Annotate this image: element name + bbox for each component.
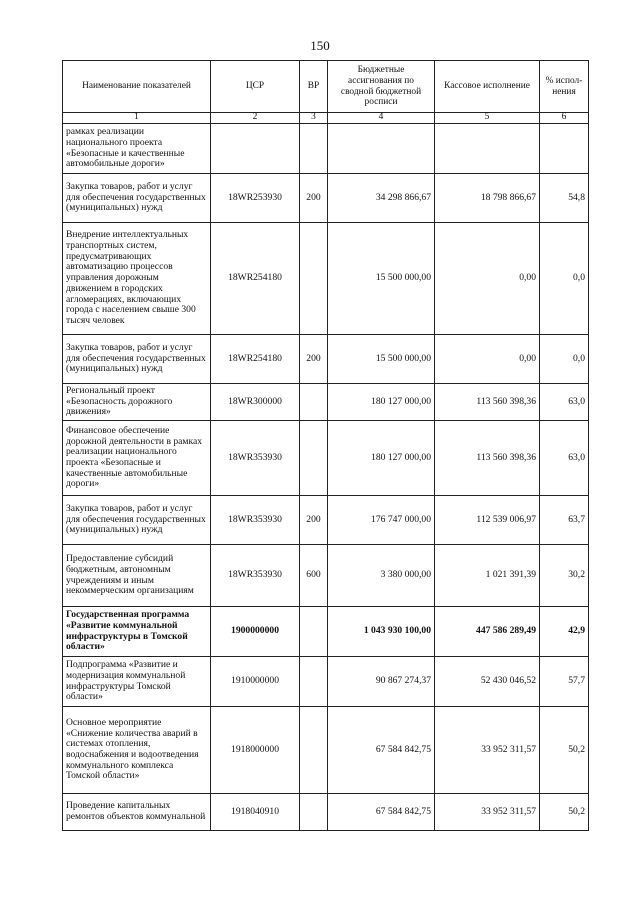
row-vr-cell [300, 384, 328, 421]
row-name-cell: рамках реализации национального проекта «Безопасные и качественные автомобильные дороги» [63, 124, 211, 174]
row-name-cell: Региональный проект «Безопасность дорожного движения» [63, 384, 211, 421]
row-pct-cell: 42,9 [540, 607, 589, 657]
row-cash-cell: 1 021 391,39 [435, 545, 540, 607]
table-row [63, 707, 589, 794]
row-vr-cell [300, 707, 328, 794]
row-cash-cell: 0,00 [435, 223, 540, 335]
row-pct-cell: 50,2 [540, 794, 589, 831]
row-name-cell: Предоставление субсидий бюджетным, автономным учреждениям и иным некоммерческим организациям [63, 545, 211, 607]
row-pct-cell: 63,7 [540, 496, 589, 545]
header-cash: Кассовое исполнение [435, 61, 540, 113]
row-vr-cell [300, 421, 328, 496]
row-budget-cell: 176 747 000,00 [328, 496, 435, 545]
row-budget-cell: 15 500 000,00 [328, 335, 435, 384]
row-name-cell: Проведение капитальных ремонтов объектов коммунальной [63, 794, 211, 831]
row-csr-cell [211, 124, 300, 174]
row-cash-cell: 33 952 311,57 [435, 794, 540, 831]
table-row [63, 421, 589, 496]
row-budget-cell: 180 127 000,00 [328, 384, 435, 421]
row-budget-cell: 180 127 000,00 [328, 421, 435, 496]
table-row [63, 384, 589, 421]
row-csr-cell: 18WR353930 [211, 545, 300, 607]
table-row [63, 174, 589, 223]
row-name-cell: Закупка товаров, работ и услуг для обеспечения государственных (муниципальных) нужд [63, 496, 211, 545]
column-number: 5 [435, 113, 540, 124]
row-csr-cell: 1918040910 [211, 794, 300, 831]
table-row [63, 223, 589, 335]
row-csr-cell: 18WR253930 [211, 174, 300, 223]
row-vr-cell: 200 [300, 496, 328, 545]
row-name-cell: Подпрограмма «Развитие и модернизация коммунальной инфраструктуры Томской области» [63, 657, 211, 707]
table-row [63, 607, 589, 657]
row-budget-cell: 67 584 842,75 [328, 707, 435, 794]
header-vr: ВР [300, 61, 328, 113]
column-number: 4 [328, 113, 435, 124]
table-row [63, 335, 589, 384]
row-pct-cell: 63,0 [540, 421, 589, 496]
row-name-cell: Закупка товаров, работ и услуг для обеспечения государственных (муниципальных) нужд [63, 335, 211, 384]
row-csr-cell: 1918000000 [211, 707, 300, 794]
row-csr-cell: 1900000000 [211, 607, 300, 657]
row-csr-cell: 18WR353930 [211, 496, 300, 545]
table-row [63, 657, 589, 707]
row-csr-cell: 1910000000 [211, 657, 300, 707]
row-vr-cell [300, 794, 328, 831]
row-pct-cell: 0,0 [540, 335, 589, 384]
row-budget-cell: 1 043 930 100,00 [328, 607, 435, 657]
row-cash-cell: 113 560 398,36 [435, 384, 540, 421]
row-budget-cell: 3 380 000,00 [328, 545, 435, 607]
row-csr-cell: 18WR353930 [211, 421, 300, 496]
row-vr-cell: 200 [300, 174, 328, 223]
row-vr-cell [300, 124, 328, 174]
row-name-cell: Закупка товаров, работ и услуг для обеспечения государственных (муниципальных) нужд [63, 174, 211, 223]
row-cash-cell: 447 586 289,49 [435, 607, 540, 657]
row-pct-cell: 50,2 [540, 707, 589, 794]
header-csr: ЦСР [211, 61, 300, 113]
row-pct-cell: 63,0 [540, 384, 589, 421]
table-body [63, 124, 589, 831]
row-cash-cell: 52 430 046,52 [435, 657, 540, 707]
row-pct-cell: 0,0 [540, 223, 589, 335]
row-csr-cell: 18WR254180 [211, 223, 300, 335]
row-budget-cell: 67 584 842,75 [328, 794, 435, 831]
row-pct-cell: 30,2 [540, 545, 589, 607]
row-cash-cell: 112 539 006,97 [435, 496, 540, 545]
row-csr-cell: 18WR300000 [211, 384, 300, 421]
row-vr-cell [300, 223, 328, 335]
row-pct-cell: 54,8 [540, 174, 589, 223]
table-row [63, 545, 589, 607]
column-number: 1 [63, 113, 211, 124]
header-budget: Бюджетные ассигнования по сводной бюджетной росписи [328, 61, 435, 113]
page-number: 150 [310, 38, 330, 53]
row-vr-cell: 200 [300, 335, 328, 384]
column-number: 3 [300, 113, 328, 124]
column-number-row [63, 113, 589, 124]
row-name-cell: Государственная программа «Развитие коммунальной инфраструктуры в Томской области» [63, 607, 211, 657]
row-pct-cell [540, 124, 589, 174]
row-cash-cell: 0,00 [435, 335, 540, 384]
row-pct-cell: 57,7 [540, 657, 589, 707]
row-budget-cell: 90 867 274,37 [328, 657, 435, 707]
column-number: 6 [540, 113, 589, 124]
column-number: 2 [211, 113, 300, 124]
row-cash-cell [435, 124, 540, 174]
row-name-cell: Финансовое обеспечение дорожной деятельности в рамках реализации национального проекта «Безопасные и качественные автомобильные дороги» [63, 421, 211, 496]
header-pct: % испол-нения [540, 61, 589, 113]
row-vr-cell [300, 607, 328, 657]
table-row [63, 794, 589, 831]
header-name: Наименование показателей [63, 61, 211, 113]
row-budget-cell: 34 298 866,67 [328, 174, 435, 223]
row-name-cell: Внедрение интеллектуальных транспортных систем, предусматривающих автоматизацию процессов управления дорожным движением в городских агломерациях, включающих города с населением свыше 300 тысяч человек [63, 223, 211, 335]
row-cash-cell: 33 952 311,57 [435, 707, 540, 794]
row-vr-cell [300, 657, 328, 707]
table-row [63, 496, 589, 545]
row-csr-cell: 18WR254180 [211, 335, 300, 384]
row-cash-cell: 113 560 398,36 [435, 421, 540, 496]
row-budget-cell [328, 124, 435, 174]
row-budget-cell: 15 500 000,00 [328, 223, 435, 335]
table-header-row [63, 61, 589, 113]
row-name-cell: Основное мероприятие «Снижение количества аварий в системах отопления, водоснабжения и водоотведения коммунального комплекса Томской области» [63, 707, 211, 794]
table-row [63, 124, 589, 174]
budget-execution-table [62, 60, 589, 831]
row-vr-cell: 600 [300, 545, 328, 607]
row-cash-cell: 18 798 866,67 [435, 174, 540, 223]
